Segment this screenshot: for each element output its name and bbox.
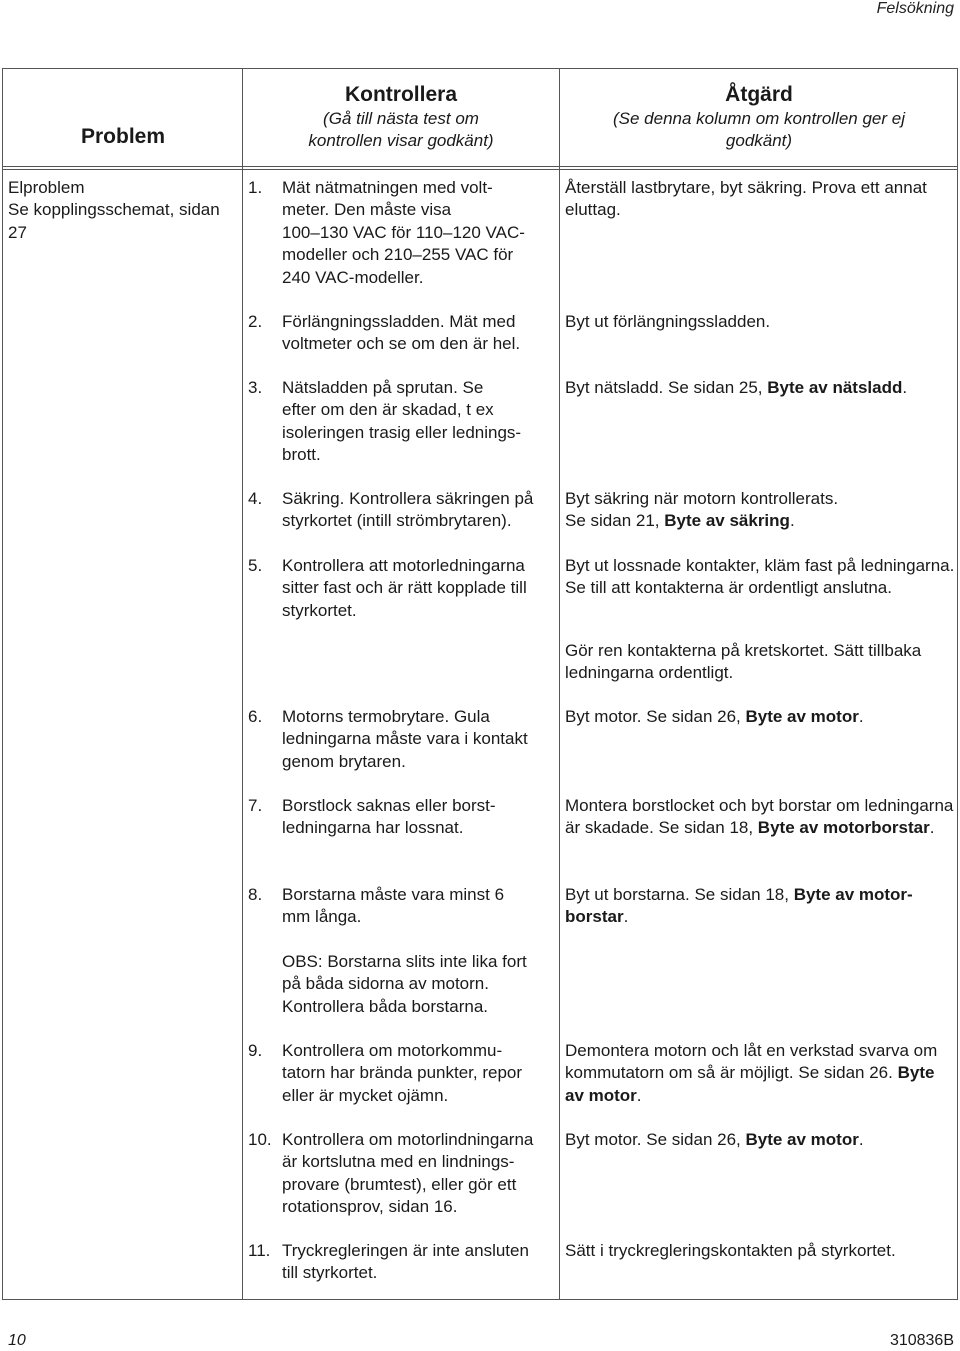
row-number: 5. [248, 556, 263, 575]
check-text: Kontrollera om motorlindningarna är kortslutna med en lindnings- provare (brumtest), eller gör ett rotationsprov, sidan 16. [282, 1130, 534, 1217]
header-action-note: (Se denna kolumn om kontrollen ger ej godkänt) [613, 109, 905, 150]
row-number: 8. [248, 885, 263, 904]
header-action [559, 82, 959, 152]
action-text-end: . [636, 1085, 642, 1105]
action-text [565, 884, 957, 929]
action-text [565, 1240, 957, 1262]
action-text [565, 706, 957, 728]
action-text [565, 177, 957, 222]
action-text-plain: Byt nätsladd. Se sidan 25, [565, 378, 768, 397]
header-check [243, 82, 559, 152]
action-reference: Byte av motor- borstar [565, 885, 913, 927]
action-text-plain: Byt motor. Se sidan 26, [565, 707, 746, 726]
running-header: Felsökning [876, 0, 954, 17]
header-action-title: Åtgärd [725, 83, 793, 106]
action-text-plain: Byt ut borstarna. Se sidan 18, [565, 885, 794, 904]
row-number: 3. [248, 378, 263, 397]
row-number: 2. [248, 312, 263, 331]
document-number: 310836B [889, 1332, 954, 1349]
check-text: Borstarna måste vara minst 6 mm långa. [282, 885, 505, 927]
action-text [565, 311, 957, 333]
check-text: Tryckregleringen är inte ansluten till styrkortet. [282, 1241, 529, 1283]
action-text-end: . [929, 818, 935, 838]
action-reference: Byte av motor [565, 1063, 935, 1105]
row-number: 7. [248, 796, 263, 815]
action-text-plain: Gör ren kontakterna på kretskortet. Sätt tillbaka ledningarna ordentligt. [565, 641, 922, 683]
action-text [565, 1129, 957, 1151]
action-text-plain: Byt motor. Se sidan 26, [565, 1130, 746, 1149]
action-text [565, 1040, 957, 1107]
action-text [565, 488, 957, 533]
action-text-end: . [858, 1130, 864, 1149]
problem-cell: Elproblem Se kopplingsschemat, sidan 27 [8, 178, 220, 242]
action-text-end: . [623, 907, 629, 927]
check-text: Säkring. Kontrollera säkringen på styrkortet (intill strömbrytaren). [282, 489, 534, 531]
action-text [565, 377, 957, 399]
check-text: OBS: Borstarna slits inte lika fort på båda sidorna av motorn. Kontrollera båda borstarna. [282, 952, 527, 1016]
action-text-end: . [789, 511, 795, 531]
page-number: 10 [8, 1332, 26, 1349]
check-text: Kontrollera att motorledningarna sitter fast och är rätt kopplade till styrkortet. [282, 556, 527, 620]
action-text [565, 795, 957, 840]
action-text-end: . [858, 707, 864, 726]
action-text [565, 555, 957, 600]
check-text: Mät nätmatningen med volt- meter. Den måste visa 100–130 VAC för 110–120 VAC- modeller och 210–255 VAC för 240 VAC-modeller. [282, 178, 525, 287]
action-text-plain: Byt säkring när motorn kontrollerats. Se sidan 21, [565, 489, 839, 531]
row-number: 10. [248, 1130, 272, 1149]
action-text-end: . [902, 378, 908, 397]
header-check-title: Kontrollera [344, 83, 457, 106]
action-text-plain: Byt ut lossnade kontakter, kläm fast på ledningarna. Se till att kontakterna är ordentligt anslutna. [565, 556, 955, 598]
action-reference: Byte av motor [745, 1130, 859, 1149]
row-number: 4. [248, 489, 263, 508]
row-number: 11. [248, 1241, 271, 1260]
check-text: Nätsladden på sprutan. Se efter om den är skadad, t ex isoleringen trasig eller lednings- brott. [282, 378, 522, 465]
check-text: Motorns termobrytare. Gula ledningarna måste vara i kontakt genom brytaren. [282, 707, 528, 771]
action-reference: Byte av motor [745, 707, 859, 726]
header-check-note: (Gå till nästa test om kontrollen visar godkänt) [308, 109, 494, 150]
action-text [565, 640, 957, 685]
action-text-plain: Byt ut förlängningssladden. [565, 312, 771, 331]
header-problem-title: Problem [80, 125, 166, 148]
header-problem [3, 124, 243, 150]
action-reference: Byte av nätsladd [767, 378, 903, 397]
action-reference: Byte av säkring [664, 511, 790, 531]
check-text: Kontrollera om motorkommu- tatorn har brända punkter, repor eller är mycket ojämn. [282, 1041, 523, 1105]
row-number: 1. [248, 178, 263, 197]
check-text: Borstlock saknas eller borst- ledningarna har lossnat. [282, 796, 496, 838]
action-text-plain: Sätt i tryckregleringskontakten på styrkortet. [565, 1241, 896, 1260]
action-text-plain: Montera borstlocket och byt borstar om ledningarna är skadade. Se sidan 18, [565, 796, 954, 838]
row-number: 6. [248, 707, 263, 726]
action-reference: Byte av motorborstar [757, 818, 930, 838]
row-number: 9. [248, 1041, 263, 1060]
check-text: Förlängningssladden. Mät med voltmeter och se om den är hel. [282, 312, 521, 354]
action-text-plain: Återställ lastbrytare, byt säkring. Prova ett annat eluttag. [565, 178, 927, 220]
action-text-plain: Demontera motorn och låt en verkstad svarva om kommutatorn om så är möjligt. Se sidan 26. [565, 1041, 938, 1083]
